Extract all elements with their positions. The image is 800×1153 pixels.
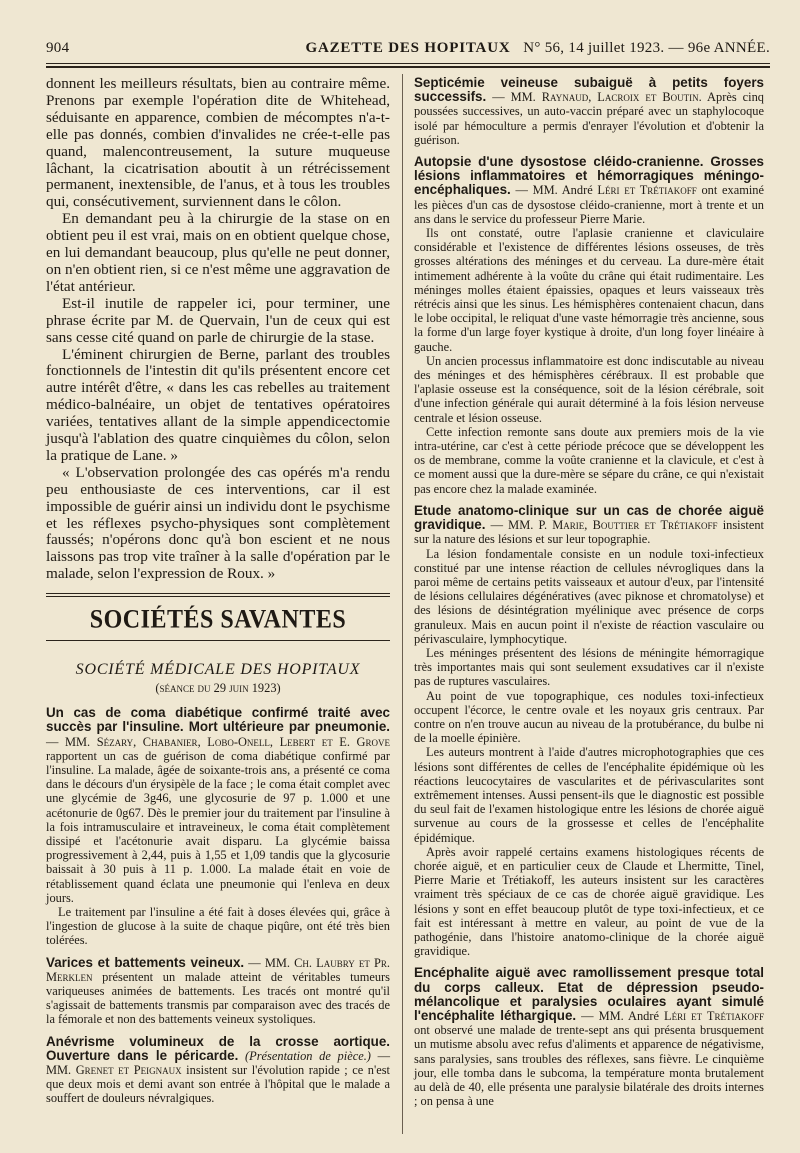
report-paragraph: Un ancien processus inflammatoire est donc indiscutable au niveau des méninges et des hémisphères cérébraux. Il est probable que l'aplasie osseuse est la conséquence, soit de la lésion cérébrale, soit d'une infection générale qui aurait déterminé à la fois lésion nerveuse centrale et lésion osseuse.: [414, 353, 764, 425]
report-authors: Ch. Laubry et Pr. Merklen: [46, 955, 390, 984]
authors-prefix: — MM.: [46, 1048, 390, 1078]
report-text: . Après cinq poussées successives, un auto-vaccin préparé avec un staphylocoque isolé par hémoculture a permis d'enrayer l'évolution et d'obtenir la guérison.: [414, 90, 764, 147]
report-note: (Présentation de pièce.): [238, 1048, 371, 1063]
authors-prefix: — MM.: [486, 90, 542, 105]
report-heading: Un cas de coma diabétique confirmé traité avec succès par l'insuline. Mort ultérieure par pneumonie.: [46, 705, 390, 735]
column-divider: [402, 74, 403, 1134]
header-rule-thick: [46, 66, 770, 68]
authors-prefix: — MM. P.: [485, 518, 553, 533]
left-column: [46, 76, 390, 1106]
report-paragraph: Cette infection remonte sans doute aux premiers mois de la vie intra-utérine, car c'est à cette période précoce que se développent les os de membrane, comme la voûte cranienne et la clavicule, et c'est à ce moment aussi que la dure-mère se sépare du crâne, ce qui n'existait pas encore chez la malade examinée.: [414, 424, 764, 496]
report-authors: Léri et Trétiakoff: [597, 183, 697, 198]
issue-info: N° 56, 14 juillet 1923. — 96e ANNÉE.: [523, 40, 770, 56]
authors-prefix: — MM.: [46, 734, 97, 749]
report-text: rapportent un cas de guérison de coma diabétique confirmé par l'insuline. La malade, âgée de soixante-trois ans, a présenté ce coma dans le décours d'un érysipèle de la face ; le coma était complet avec une glycémie de 3g46, une glycosurie de 97 p. 1.000 et une acétonurie de 0g67. Dès le premier jour du traitement par l'insuline à la fois intramusculaire et intraveineux, le coma était complètement dissipé et l'acétonurie avait disparu. La glycémie baissa progressivement à 2,44, puis à 1,55 et 1,09 tandis que la glycosurie baissait à 30 puis à 11 p. 1.000. La malade était en voie de rétablissement quand éclata une pneumonie qui l'enleva en deux jours.: [46, 748, 390, 905]
body-paragraph: « L'observation prolongée des cas opérés m'a rendu peu enthousiaste de ces interventions, car il est impossible de guérir ainsi un individu dont le psychisme et les réflexes psycho-physiques sont complètement faussés; n'opérons donc qu'à bon escient et ne nous laissons pas trop vite traîner à la salle d'opération par le malade, selon l'expression de Roux. »: [46, 463, 390, 583]
report-authors: Grenet et Peignaux: [75, 1063, 182, 1078]
report-heading: Etude anatomo-clinique sur un cas de chorée aiguë gravidique.: [414, 502, 764, 533]
report-text: présentent un malade atteint de véritables tumeurs variqueuses animées de battements. Les tracés ont montré qu'il s'agissait de battements transmis par comparaison avec des tracés de la fémorale et non des battements veineux systoliques.: [46, 969, 390, 1027]
body-paragraph: En demandant peu à la chirurgie de la stase on en obtient peu il est vrai, mais on en obtient quelque chose, en lui demandant beaucoup, plus qu'elle ne peut donner, on n'en obtient rien, si ce n'est même une aggravation de l'état antérieur.: [46, 210, 390, 295]
seance-date: (séance du 29 juin 1923): [155, 681, 281, 696]
report-paragraph: La lésion fondamentale consiste en un nodule toxi-infectieux constitué par une intense réaction de cellules névrogliques dans la paroi même de certains petits vaisseaux et autour d'eux, par l'intensité de lésions cellulaires dégénératives (avec piknose et chromatolyse) et des lésions de désintégration myélinique avec présence de corps granuleux. Mais en aucun point il n'existe de réaction vasculaire ou périvasculaire, lymphocytique.: [414, 546, 764, 646]
report-text: insistent sur l'évolution rapide ; ce n'est que deux mois et demi avant son entrée à l'hôpital que le malade a souffert de douleurs névralgiques.: [46, 1063, 390, 1106]
report-item: [414, 155, 764, 226]
report-item: [414, 966, 764, 1108]
report-heading: Anévrisme volumineux de la crosse aortique. Ouverture dans le péricarde.: [46, 1033, 390, 1063]
report-paragraph: Les auteurs montrent à l'aide d'autres microphotographies que ces lésions sont différentes de celles de l'encéphalite épidémique où les réactions leucocytaires de vascularites et de périvascularites sont extrêmement intenses. Aussi pensent-ils que le diagnostic est possible du seul fait de l'examen histologique entre les lésions de chorée aiguë survenue au cours de la grossesse et celles de l'encéphalite épidémique.: [414, 745, 764, 845]
report-authors: Sézary, Chabanier, Lobo-Onell, Lebert et E. Grove: [96, 734, 391, 749]
section-title: SOCIÉTÉS SAVANTES: [89, 605, 347, 635]
body-paragraph: donnent les meilleurs résultats, bien au contraire même. Prenons par exemple l'opération dite de Whitehead, séduisante en apparence, combien de mécomptes n'a-t-elle pas donnés, combien d'invalides ne crée-t-elle pas quand, malencontreusement, la suture muqueuse lâchant, la cicatrisation aboutit à un rétrécissement permanent, inextensible, de l'anus, et à tous les troubles qui, consécutivement, surviennent dans le côlon.: [46, 75, 390, 211]
report-heading: Autopsie d'une dysostose cléido-cranienne. Grosses lésions inflammatoires et hémorragiques méningo-encéphaliques.: [414, 154, 764, 198]
report-text: ont observé une malade de trente-sept ans qui présenta brusquement un mutisme absolu avec refus d'aliments et apparence de négativisme, sans paralysies, sans troubles des réflexes, sans fièvre. Le cinquième jour, elle tomba dans le subcoma, la température monta brutalement au delà de 40, elle présenta une paralysie bilatérale des droits internes ; on pensa à une: [414, 1023, 764, 1109]
report-item: [46, 706, 390, 905]
body-paragraph: Est-il inutile de rappeler ici, pour terminer, une phrase écrite par M. de Quervain, l'un de ceux qui est sans cesse cité quand on parle de chirurgie de la stase.: [46, 294, 390, 346]
authors-prefix: — MM.: [244, 955, 295, 970]
report-paragraph: Le traitement par l'insuline a été fait à doses élevées qui, grâce à l'ingestion de glucose à la suite de chaque piqûre, ont été très bien tolérées.: [46, 905, 390, 948]
report-paragraph: Les méninges présentent des lésions de méningite hémorragique très importantes mais qui sont seulement exsudatives car il n'existe pas de ruptures vasculaires.: [414, 645, 764, 689]
report-heading: Encéphalite aiguë avec ramollissement presque total du corps calleux. Etat de dépression pseudo-mélancolique et paralysies oculaires ayant simulé l'encéphalite léthargique.: [414, 965, 764, 1023]
header-rule: [46, 63, 770, 64]
society-name: SOCIÉTÉ MÉDICALE DES HOPITAUX: [75, 661, 361, 679]
section-rule: [46, 640, 390, 641]
report-item: [46, 956, 390, 1027]
report-text: ont examiné les pièces d'un cas de dysostose cléido-cranienne, mort à trente et un ans dans le service du professeur Pierre Marie.: [414, 183, 764, 226]
report-item: [414, 76, 764, 147]
report-item: [46, 1035, 390, 1106]
journal-title: GAZETTE DES HOPITAUX: [305, 40, 511, 56]
report-authors: Raynaud, Lacroix et Boutin: [541, 90, 699, 105]
body-paragraph: L'éminent chirurgien de Berne, parlant des troubles fonctionnels de l'intestin dit qu'ils présentent encore cet autre intérêt d'être, « dans les cas rebelles au traitement médico-balnéaire, un objet de tentatives opératoires variées, tentatives allant de la simple appendicectomie jusqu'à l'ablation des quatre cinquièmes du côlon, selon la pratique de Lane. »: [46, 345, 390, 464]
report-paragraph: Au point de vue topographique, ces nodules toxi-infectieux occupent l'écorce, le centre ovale et les noyaux gris centraux. Par contre on n'en trouve aucun au niveau de la protubérance, du bulbe ni de la moelle épinière.: [414, 688, 764, 746]
page-header: [46, 40, 770, 62]
report-item: [414, 504, 764, 547]
section-rule: [46, 593, 390, 597]
report-paragraph: Ils ont constaté, outre l'aplasie cranienne et claviculaire considérable et l'existence de différentes lésions osseuses, de très grosses altérations des méninges et du cerveau. La dure-mère était intimement adhérente à la voûte du crâne qui était rudimentaire. Les méninges molles étaient épaissies, opaques et leurs vaisseaux très rétrécis ainsi que les sinus. Les hémisphères contenaient chacun, dans le lobe occipital, le reliquat d'une vaste hémorragie très ancienne, sous la forme d'un large foyer kystique à droite, d'un long foyer linéaire à gauche.: [414, 226, 764, 354]
report-paragraph: Après avoir rappelé certains examens histologiques récents de chorée aiguë, et en particulier ceux de Claude et Lhermitte, Tinel, Pierre Marie et Trétiakoff, les auteurs insistent sur les caractères vraiment très spéciaux de ce cas de chorée aiguë gravidique. Les lésions y sont en effet beaucoup plutôt de type toxi-infectieux, et ce fait est intéressant à mettre en valeur, au point de vue de la pathogénie, dans l'histoire anatomo-clinique de la chorée aiguë gravidique.: [414, 844, 764, 959]
report-text: insistent sur la nature des lésions et sur leur topographie.: [414, 518, 764, 547]
authors-prefix: — MM. André: [576, 1009, 665, 1023]
authors-prefix: — MM. André: [510, 183, 598, 198]
report-authors: Léri et Trétiakoff: [664, 1009, 764, 1023]
report-heading: Septicémie veineuse subaiguë à petits foyers successifs.: [414, 75, 764, 105]
report-heading: Varices et battements veineux.: [46, 954, 245, 970]
report-authors: Marie, Bouttier et Trétiakoff: [552, 518, 718, 533]
page-number: 904: [46, 40, 70, 56]
right-column: [414, 76, 764, 1108]
